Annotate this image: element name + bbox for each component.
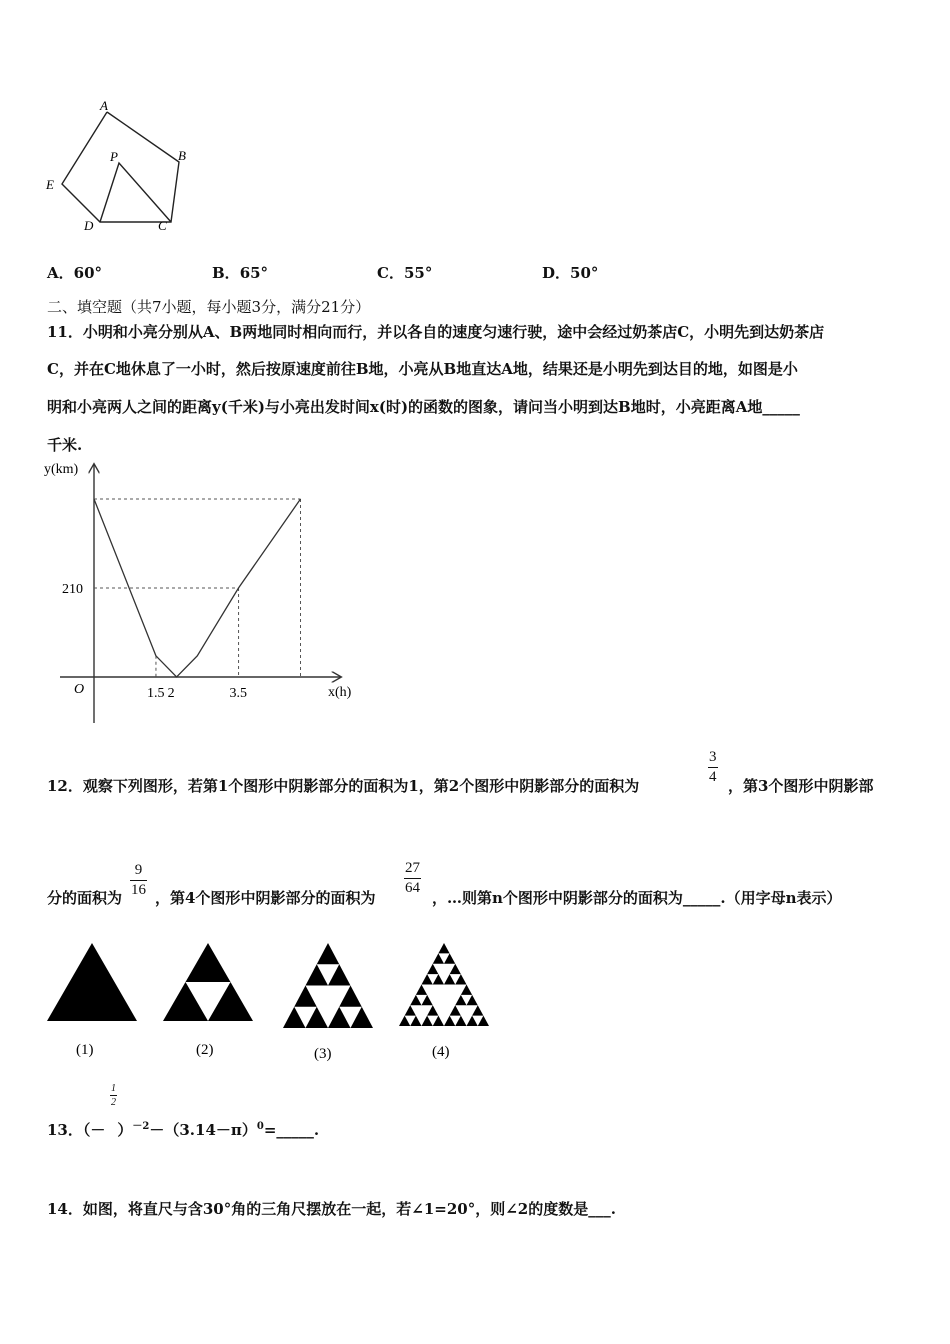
label-P: P <box>110 149 118 164</box>
q13-expression: 13．（－ ）$^{-2}-(3.14-\pi)^0=\_\_\_\_\_$. <box>47 1121 320 1139</box>
q13-frac: 1 2 <box>111 1083 116 1108</box>
figure-label-1: (1) <box>76 1042 94 1058</box>
q12-frac1: 3 4 <box>709 749 717 785</box>
q11-line4: 千米. <box>47 436 83 454</box>
option-a: A．60° <box>47 264 103 282</box>
x-axis-label: x(h) <box>328 685 352 700</box>
q12-line2-mid: ，第4个图形中阴影部分的面积为 <box>155 889 376 907</box>
option-c: C．55° <box>377 264 433 282</box>
distance-time-chart <box>40 455 370 725</box>
pentagon-ABCDE <box>62 112 179 222</box>
geometry-figure <box>40 92 200 242</box>
q12-line1-post: ，第3个图形中阴影部 <box>728 777 874 795</box>
figure-label-2: (2) <box>196 1042 214 1058</box>
x-tick-label-0: 1.5 <box>146 686 165 701</box>
q11-line2: C，并在C地休息了一小时，然后按原速度前往B地，小亮从B地直达A地，结果还是小明先到达目的地，如图是小 <box>47 360 798 378</box>
sierpinski-figures <box>44 938 508 1062</box>
q11-line3: 明和小亮两人之间的距离y(千米)与小亮出发时间x(时)的函数的图象，请问当小明到达B地时，小亮距离A地_____ <box>47 398 800 416</box>
label-A: A <box>100 98 108 113</box>
triangle-PDC <box>100 163 171 222</box>
q11-line1: 11．小明和小亮分别从A、B两地同时相向而行，并以各自的速度匀速行驶，途中会经过奶茶店C，小明先到达奶茶店 <box>47 323 825 341</box>
option-d: D．50° <box>542 264 599 282</box>
x-tick-label-1: 2 <box>167 686 175 701</box>
q14-text: 14．如图，将直尺与含30°角的三角尺摆放在一起，若∠1=20°，则∠2的度数是___. <box>47 1200 616 1218</box>
q12-line2-post: ，…则第n个图形中阴影部分的面积为_____.（用字母n表示） <box>432 889 842 907</box>
figure-label-4: (4) <box>432 1044 450 1060</box>
q12-frac2: 9 16 <box>131 862 146 898</box>
label-B: B <box>178 148 186 163</box>
y-tick-label-0: 210 <box>62 582 83 597</box>
label-E: E <box>46 177 54 192</box>
q12-line1-pre: 12．观察下列图形，若第1个图形中阴影部分的面积为1，第2个图形中阴影部分的面积为 <box>47 777 640 795</box>
label-C: C <box>158 218 167 233</box>
y-axis-label: y(km) <box>44 462 79 477</box>
origin-label: O <box>74 682 85 697</box>
q12-line2-pre: 分的面积为 <box>47 889 123 907</box>
label-D: D <box>84 218 94 233</box>
q12-frac3: 27 64 <box>405 860 420 896</box>
x-tick-label-2: 3.5 <box>229 686 248 701</box>
figure-label-3: (3) <box>314 1046 332 1062</box>
section-heading: 二、填空题（共7小题，每小题3分，满分21分） <box>47 298 371 316</box>
option-b: B．65° <box>212 264 269 282</box>
